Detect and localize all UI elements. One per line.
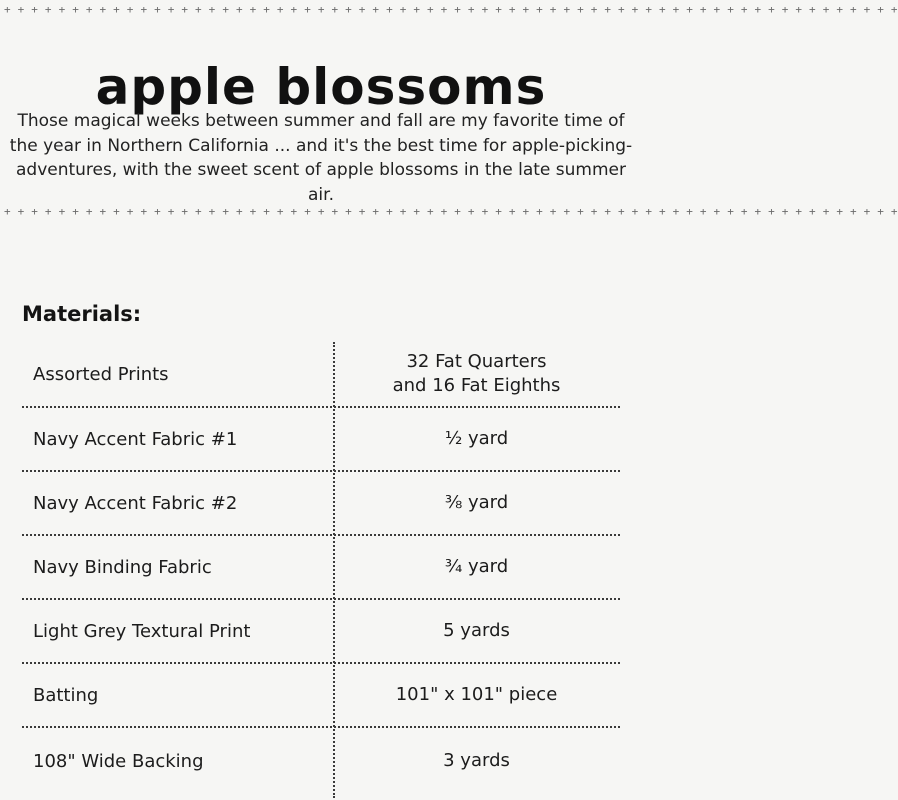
table-row [22,728,620,794]
page-title: apple blossoms [95,57,547,116]
materials-heading: Materials: [22,302,142,326]
table-row [22,600,620,664]
table-row [22,536,620,600]
material-quantity: ⅜ yard [444,492,509,513]
decorative-stitch-line-bottom: + + + + + + + + + + + + + + + + + + + + + + + + + + + + + + + + + + + + + + + + + + + + + + + + + + + + + + + + + + + + + + + + + + [4,205,898,218]
table-row [22,664,620,728]
table-row [22,342,620,408]
material-quantity: 5 yards [443,620,510,641]
material-quantity: 101" x 101" piece [395,684,558,705]
material-name: Batting [33,684,99,706]
material-name: Light Grey Textural Print [33,620,251,642]
table-row [22,472,620,536]
material-name: Assorted Prints [33,363,169,385]
material-quantity-line: and 16 Fat Eighths [392,375,561,396]
material-name: 108" Wide Backing [33,750,204,772]
material-name: Navy Accent Fabric #1 [33,428,238,450]
material-name: Navy Binding Fabric [33,556,212,578]
table-row [22,408,620,472]
material-name: Navy Accent Fabric #2 [33,492,238,514]
intro-paragraph: Those magical weeks between summer and fall are my favorite time of the year in Northern California ... and it's the best time for apple-picking-adventures, with the sweet scent of apple blossoms in the late summer air. [9,111,633,205]
material-quantity-line: 32 Fat Quarters [406,351,547,372]
material-quantity: ¾ yard [444,556,509,577]
material-quantity: 3 yards [443,750,510,771]
material-quantity: ½ yard [444,428,509,449]
materials-table [22,342,620,794]
decorative-stitch-line-top: + + + + + + + + + + + + + + + + + + + + + + + + + + + + + + + + + + + + + + + + + + + + + + + + + + + + + + + + + + + + + + + + + + [4,3,898,16]
material-quantity [333,350,620,398]
